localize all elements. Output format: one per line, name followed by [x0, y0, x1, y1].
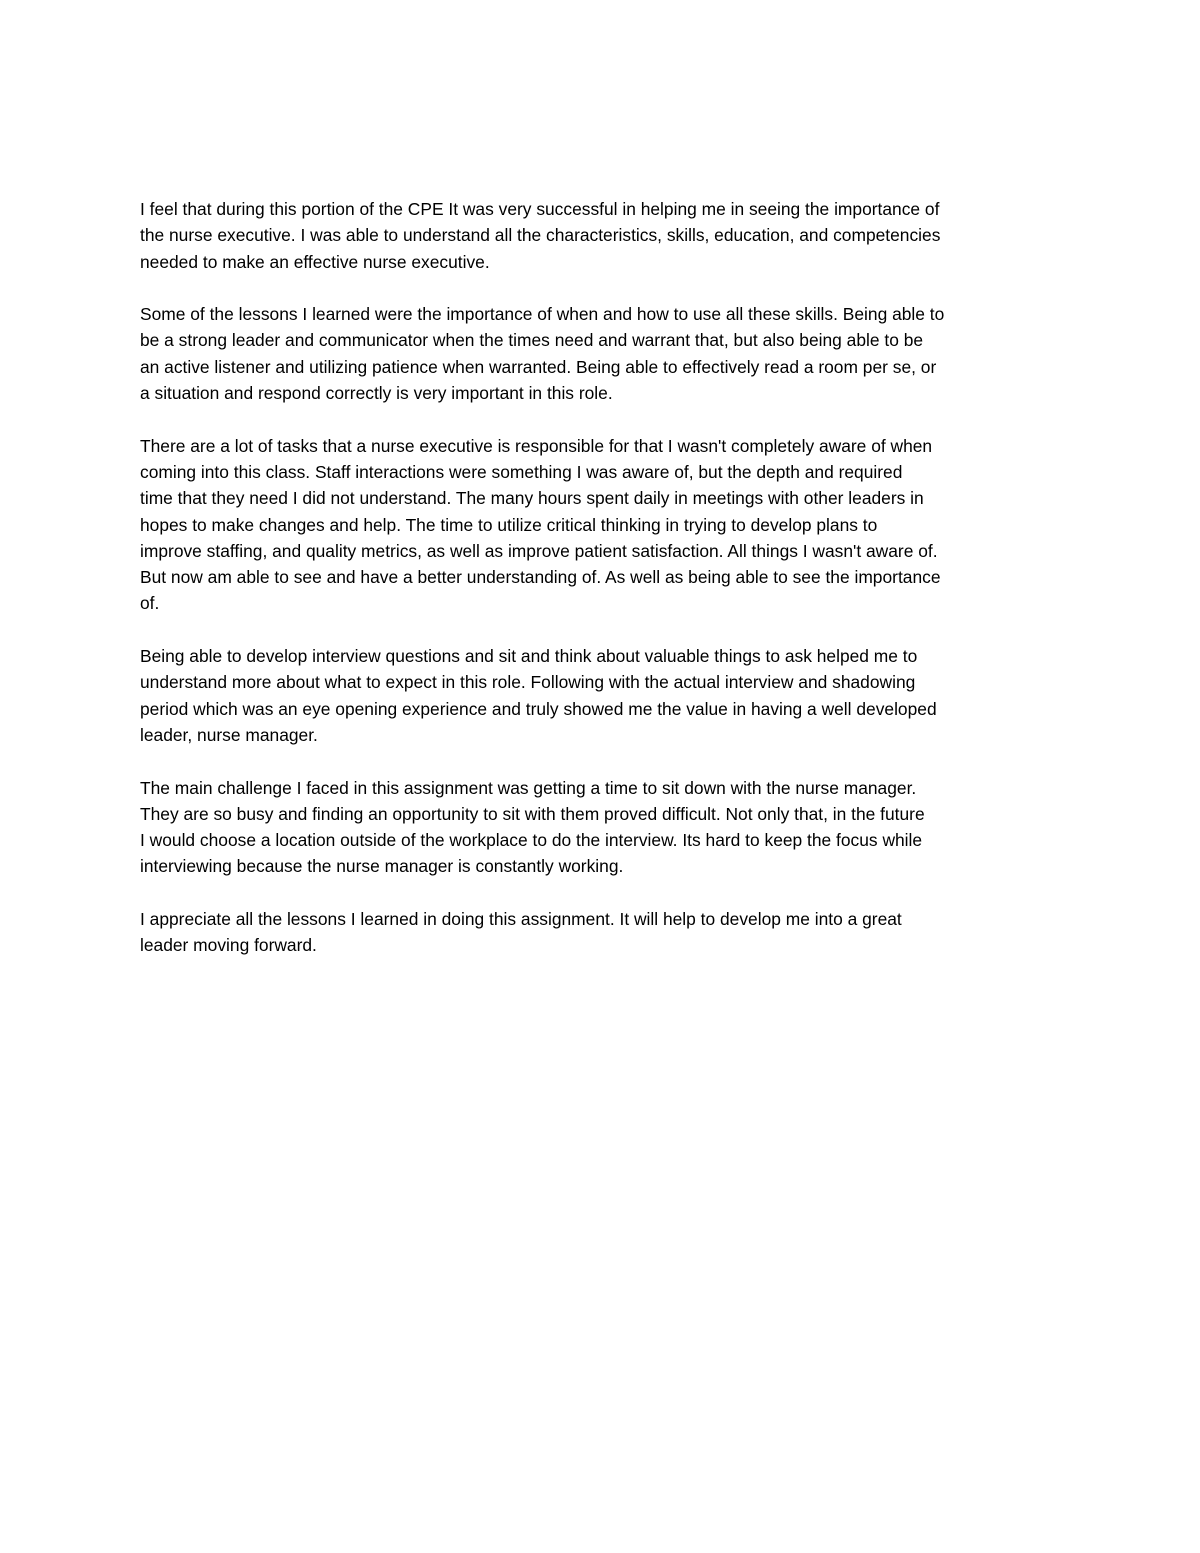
text-line: Being able to develop interview questions and sit and think about valuable things to ask helped me to — [140, 646, 918, 667]
document-body — [140, 196, 1070, 985]
text-line: The main challenge I faced in this assignment was getting a time to sit down with the nurse manager. — [140, 777, 917, 798]
text-line: be a strong leader and communicator when the times need and warrant that, but also being able to be — [140, 330, 924, 351]
text-line: I appreciate all the lessons I learned in doing this assignment. It will help to develop me into a great — [140, 909, 902, 930]
text-line: I feel that during this portion of the CPE It was very successful in helping me in seeing the importance of — [140, 199, 940, 219]
text-line: of. — [140, 593, 160, 614]
text-line: They are so busy and finding an opportunity to sit with them proved difficult. Not only that, in the future — [140, 803, 925, 824]
text-line: There are a lot of tasks that a nurse executive is responsible for that I wasn't completely aware of when — [140, 435, 933, 456]
paragraph-6 — [140, 906, 1070, 959]
paragraph-3 — [140, 433, 1070, 617]
text-line: improve staffing, and quality metrics, as well as improve patient satisfaction. All things I wasn't aware of. — [140, 540, 938, 561]
paragraph-2 — [140, 301, 1070, 406]
text-line: understand more about what to expect in this role. Following with the actual interview and shadowing — [140, 672, 916, 693]
text-line: interviewing because the nurse manager is constantly working. — [140, 856, 624, 877]
text-line: an active listener and utilizing patience when warranted. Being able to effectively read a room per se, or — [140, 356, 937, 377]
text-line: period which was an eye opening experience and truly showed me the value in having a well developed — [140, 698, 937, 719]
text-line: But now am able to see and have a better understanding of. As well as being able to see the importance — [140, 567, 941, 588]
text-line: a situation and respond correctly is very important in this role. — [140, 383, 613, 404]
paragraph-4 — [140, 643, 1070, 748]
paragraph-5 — [140, 775, 1070, 880]
text-line: hopes to make changes and help. The time to utilize critical thinking in trying to develop plans to — [140, 514, 878, 535]
text-line: I would choose a location outside of the workplace to do the interview. Its hard to keep the focus while — [140, 830, 923, 851]
text-line: leader, nurse manager. — [140, 724, 318, 745]
text-line: needed to make an effective nurse executive. — [140, 251, 490, 272]
text-line: the nurse executive. I was able to understand all the characteristics, skills, education, and competencies — [140, 225, 941, 246]
text-line: leader moving forward. — [140, 935, 317, 956]
text-line: Some of the lessons I learned were the importance of when and how to use all these skills. Being able to — [140, 304, 945, 325]
text-line: time that they need I did not understand. The many hours spent daily in meetings with other leaders in — [140, 488, 924, 509]
paragraph-1 — [140, 196, 1070, 275]
text-line: coming into this class. Staff interactions were something I was aware of, but the depth and required — [140, 461, 903, 482]
